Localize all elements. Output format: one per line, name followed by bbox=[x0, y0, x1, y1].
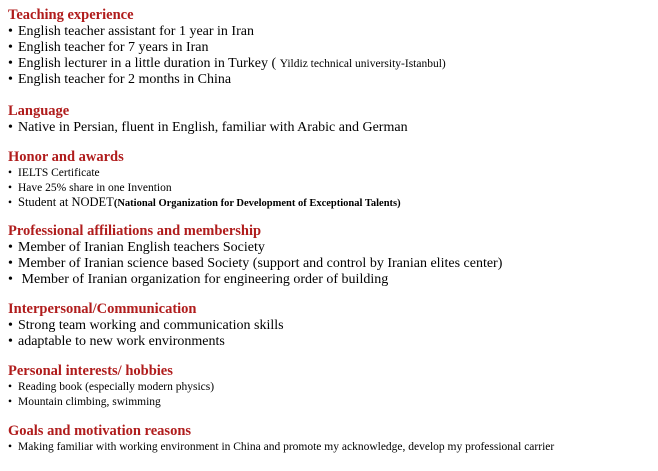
section-professional-affiliations bbox=[8, 222, 502, 288]
list-item: • Member of Iranian English teachers Society bbox=[8, 240, 265, 255]
list-item: • Member of Iranian organization for engineering order of building bbox=[8, 272, 389, 287]
section-heading: Goals and motivation reasons bbox=[8, 423, 192, 439]
list-item: • English teacher for 2 months in China bbox=[8, 72, 232, 87]
bullet-icon: • bbox=[8, 181, 13, 194]
list-item: • IELTS Certificate bbox=[8, 167, 100, 179]
section-honor-awards bbox=[8, 148, 401, 212]
list-item: • Reading book (especially modern physics) bbox=[8, 381, 215, 393]
bullet-icon: • bbox=[8, 272, 13, 287]
section-heading: Teaching experience bbox=[8, 7, 134, 23]
bullet-icon: • bbox=[8, 167, 13, 179]
section-teaching-experience bbox=[8, 6, 446, 88]
bullet-icon: • bbox=[8, 441, 13, 453]
bullet-icon: • bbox=[8, 56, 13, 71]
section-heading: Professional affiliations and membership bbox=[8, 223, 262, 239]
section-heading: Personal interests/ hobbies bbox=[8, 363, 173, 379]
list-item: • English lecturer in a little duration in Turkey ( Yildiz technical university-Istanbul) bbox=[8, 56, 446, 71]
bullet-icon: • bbox=[8, 40, 13, 55]
section-personal-interests bbox=[8, 362, 214, 409]
bullet-icon: • bbox=[8, 197, 13, 209]
bullet-icon: • bbox=[8, 381, 13, 393]
bullet-icon: • bbox=[8, 240, 13, 255]
bullet-icon: • bbox=[8, 120, 13, 135]
section-heading: Honor and awards bbox=[8, 149, 124, 165]
list-item: • adaptable to new work environments bbox=[8, 334, 225, 349]
list-item: • Strong team working and communication skills bbox=[8, 318, 284, 333]
list-item: • English teacher assistant for 1 year in Iran bbox=[8, 24, 254, 39]
bullet-icon: • bbox=[8, 256, 13, 271]
bullet-icon: • bbox=[8, 334, 13, 349]
bullet-icon: • bbox=[8, 72, 13, 87]
section-language bbox=[8, 102, 408, 136]
list-item: • Making familiar with working environment in China and promote my acknowledge, develop my professional carrier bbox=[8, 441, 555, 453]
bullet-icon: • bbox=[8, 318, 13, 333]
list-item: • Have 25% share in one Invention bbox=[8, 181, 172, 194]
bullet-icon: • bbox=[8, 24, 13, 39]
list-item: • Mountain climbing, swimming bbox=[8, 395, 161, 408]
section-interpersonal-communication bbox=[8, 300, 284, 350]
section-goals-motivation bbox=[8, 422, 554, 455]
list-item: • English teacher for 7 years in Iran bbox=[8, 40, 209, 55]
section-heading: Language bbox=[8, 103, 70, 119]
list-item: • Student at NODET(National Organization for Development of Exceptional Talents) bbox=[8, 195, 401, 209]
turkey-university-note: Yildiz technical university-Istanbul) bbox=[279, 58, 446, 70]
list-item: • Member of Iranian science based Society (support and control by Iranian elites center) bbox=[8, 256, 503, 271]
bullet-icon: • bbox=[8, 395, 13, 408]
section-heading: Interpersonal/Communication bbox=[8, 301, 197, 317]
list-item: • Native in Persian, fluent in English, familiar with Arabic and German bbox=[8, 120, 408, 135]
